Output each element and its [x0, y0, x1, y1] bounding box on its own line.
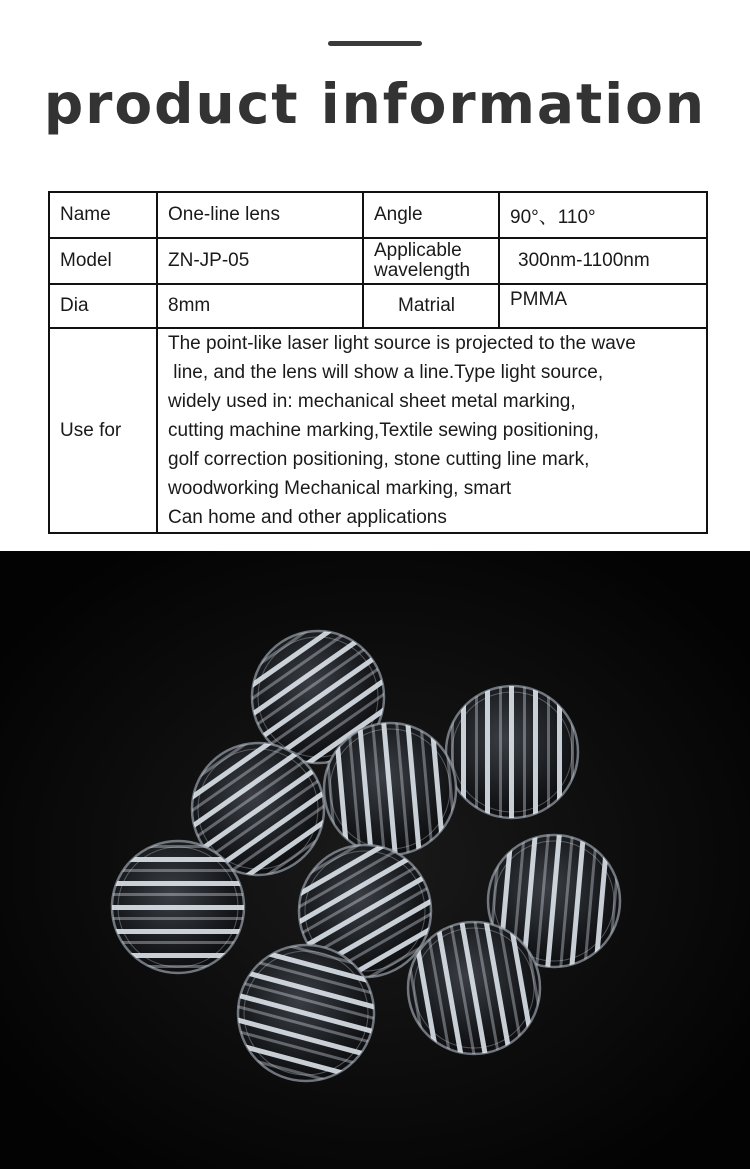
spec-row-dia	[49, 284, 707, 328]
spec-value-model: ZN-JP-05	[157, 238, 363, 284]
use-for-line: widely used in: mechanical sheet metal marking,	[168, 391, 576, 412]
lens-photo-illustration	[0, 551, 750, 1169]
spec-label-material: Matrial	[363, 284, 499, 328]
spec-label-dia: Dia	[49, 284, 157, 328]
spec-label-wavelength: Applicable wavelength	[363, 238, 499, 284]
spec-row-use-for	[49, 328, 707, 533]
spec-value-dia: 8mm	[157, 284, 363, 328]
spec-value-wavelength: 300nm-1100nm	[499, 238, 707, 284]
use-for-line: woodworking Mechanical marking, smart	[168, 478, 512, 499]
spec-label-name: Name	[49, 192, 157, 238]
use-for-line: golf correction positioning, stone cutting line mark,	[168, 449, 590, 470]
spec-value-use-for	[157, 328, 707, 533]
spec-label-angle: Angle	[363, 192, 499, 238]
use-for-line: Can home and other applications	[168, 507, 447, 528]
spec-value-angle: 90°、110°	[499, 192, 707, 238]
spec-value-material: PMMA	[499, 284, 707, 328]
spec-label-use-for: Use for	[49, 328, 157, 533]
product-photo	[0, 551, 750, 1169]
use-for-line: The point-like laser light source is projected to the wave	[168, 333, 636, 354]
spec-label-model: Model	[49, 238, 157, 284]
spec-table	[48, 191, 708, 534]
spec-row-model	[49, 238, 707, 284]
use-for-line: cutting machine marking,Textile sewing positioning,	[168, 420, 599, 441]
decorative-bar	[328, 41, 422, 46]
spec-row-name	[49, 192, 707, 238]
spec-value-name: One-line lens	[157, 192, 363, 238]
page-title: product information	[43, 72, 707, 136]
use-for-line: line, and the lens will show a line.Type light source,	[168, 362, 604, 383]
